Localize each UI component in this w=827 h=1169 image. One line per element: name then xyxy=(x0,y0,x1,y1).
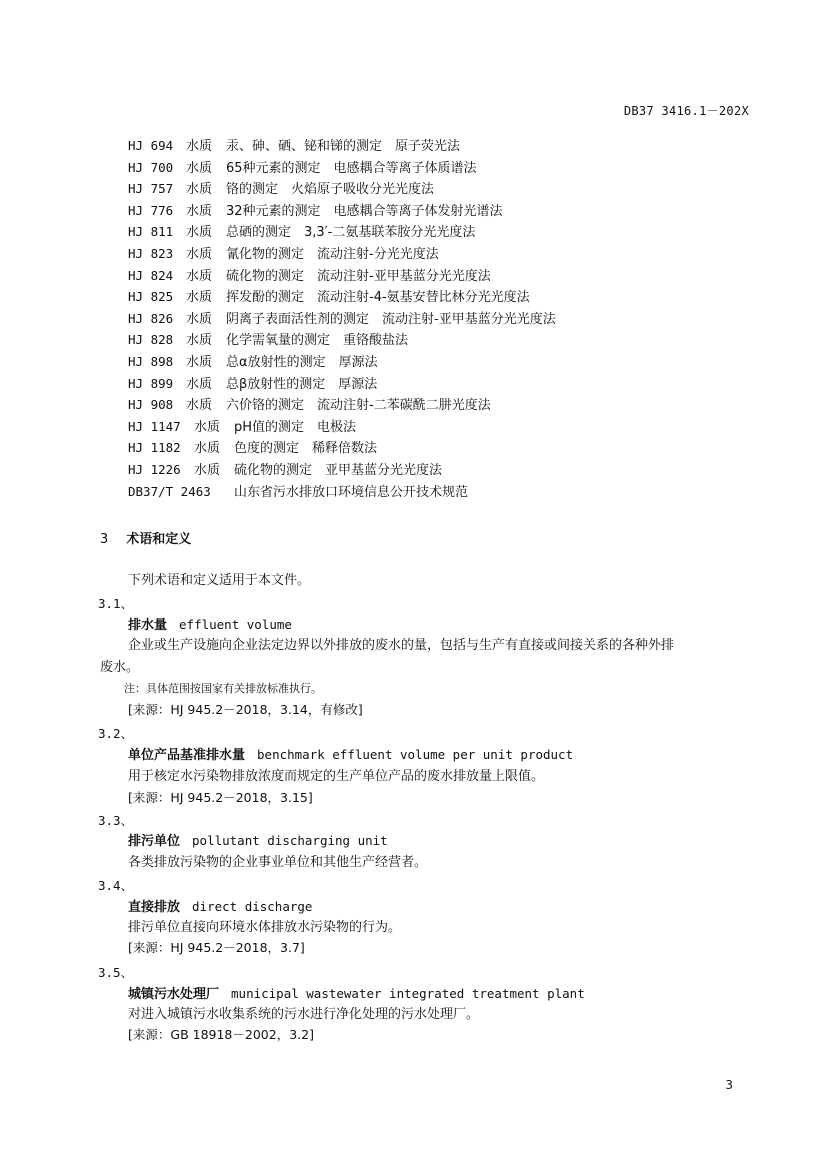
term-name-zh: 直接排放 xyxy=(128,900,181,915)
reference-item xyxy=(128,243,556,265)
standard-category: 水质 xyxy=(194,462,221,478)
term-name-en: benchmark effluent volume per unit product xyxy=(257,747,574,762)
reference-item xyxy=(128,394,556,416)
term-source: [来源：HJ 945.2－2018，3.7] xyxy=(128,940,305,955)
standard-title: 总α放射性的测定 厚源法 xyxy=(226,354,378,370)
term-number: 3.1、 xyxy=(98,596,134,611)
standard-title: 硫化物的测定 亚甲基蓝分光光度法 xyxy=(234,462,443,478)
section-heading xyxy=(100,528,191,547)
term-number: 3.4、 xyxy=(98,878,134,893)
section-intro: 下列术语和定义适用于本文件。 xyxy=(128,573,311,588)
term-source: [来源：HJ 945.2－2018，3.15] xyxy=(128,790,313,805)
reference-item xyxy=(128,329,556,351)
term-name-zh: 单位产品基准排水量 xyxy=(128,748,246,763)
standard-code: HJ 898 xyxy=(128,353,174,369)
term-definition: 用于核定水污染物排放浓度而规定的生产单位产品的废水排放量上限值。 xyxy=(128,769,545,784)
term-number: 3.3、 xyxy=(98,813,134,828)
standard-title: 硫化物的测定 流动注射-亚甲基蓝分光光度法 xyxy=(226,268,491,284)
page-number: 3 xyxy=(725,1078,733,1092)
standard-title: 色度的测定 稀释倍数法 xyxy=(234,441,378,457)
term-name xyxy=(128,614,292,633)
standard-code: HJ 826 xyxy=(128,310,174,326)
term-name-en: municipal wastewater integrated treatment plant xyxy=(231,986,585,1001)
reference-item xyxy=(128,373,556,395)
standard-title: 氰化物的测定 流动注射-分光光度法 xyxy=(226,246,439,262)
standard-code: HJ 828 xyxy=(128,332,174,348)
reference-item xyxy=(128,459,556,481)
reference-item xyxy=(128,437,556,459)
standard-category: 水质 xyxy=(186,182,213,198)
term-definition: 各类排放污染物的企业事业单位和其他生产经营者。 xyxy=(128,855,428,870)
standard-category: 水质 xyxy=(186,311,213,327)
standard-code: HJ 757 xyxy=(128,181,174,197)
standard-title: 阴离子表面活性剂的测定 流动注射-亚甲基蓝分光光度法 xyxy=(226,311,556,327)
standard-category: 水质 xyxy=(186,203,213,219)
reference-item xyxy=(128,200,556,222)
standard-category: 水质 xyxy=(186,333,213,349)
term-name-en: direct discharge xyxy=(192,899,313,914)
document-code: DB37 3416.1－202X xyxy=(623,104,749,118)
standard-title: 山东省污水排放口环境信息公开技术规范 xyxy=(234,484,469,500)
term-name-zh: 城镇污水处理厂 xyxy=(128,987,220,1002)
reference-item xyxy=(128,135,556,157)
section-title: 术语和定义 xyxy=(126,532,192,547)
term-number: 3.2、 xyxy=(98,726,134,741)
standard-code: HJ 824 xyxy=(128,267,174,283)
term-definition-continued: 废水。 xyxy=(100,660,140,675)
standard-code: DB37/T 2463 xyxy=(128,483,211,499)
standard-category: 水质 xyxy=(186,376,213,392)
standard-title: 六价铬的测定 流动注射-二苯碳酰二肼光度法 xyxy=(226,398,491,414)
standard-category: 水质 xyxy=(186,225,213,241)
standard-category: 水质 xyxy=(186,268,213,284)
reference-item xyxy=(128,286,556,308)
standard-code: HJ 811 xyxy=(128,224,174,240)
standard-category: 水质 xyxy=(194,441,221,457)
standard-category: 水质 xyxy=(186,290,213,306)
term-name-en: effluent volume xyxy=(179,617,292,632)
term-name xyxy=(128,896,312,915)
standard-title: 32种元素的测定 电感耦合等离子体发射光谱法 xyxy=(226,203,503,219)
term-definition: 排污单位直接向环境水体排放水污染物的行为。 xyxy=(128,920,402,935)
standard-code: HJ 899 xyxy=(128,375,174,391)
reference-item xyxy=(128,416,556,438)
term-name-zh: 排污单位 xyxy=(128,834,181,849)
term-note: 注：具体范围按国家有关排放标准执行。 xyxy=(124,682,322,695)
term-name xyxy=(128,983,585,1002)
term-name-en: pollutant discharging unit xyxy=(192,833,388,848)
standard-category: 水质 xyxy=(186,160,213,176)
standard-category: 水质 xyxy=(186,354,213,370)
standard-category: 水质 xyxy=(194,419,221,435)
standard-code: HJ 823 xyxy=(128,245,174,261)
term-source: [来源：HJ 945.2－2018，3.14，有修改] xyxy=(128,702,363,717)
standard-title: pH值的测定 电极法 xyxy=(234,419,357,435)
standard-code: HJ 1182 xyxy=(128,440,181,456)
reference-item xyxy=(128,221,556,243)
standard-title: 挥发酚的测定 流动注射-4-氨基安替比林分光光度法 xyxy=(226,290,530,306)
standard-title: 总β放射性的测定 厚源法 xyxy=(226,376,378,392)
term-name xyxy=(128,744,573,763)
term-definition: 对进入城镇污水收集系统的污水进行净化处理的污水处理厂。 xyxy=(128,1007,480,1022)
standard-category: 水质 xyxy=(186,139,213,154)
standard-title: 65种元素的测定 电感耦合等离子体质谱法 xyxy=(226,160,477,176)
standard-category: 水质 xyxy=(186,398,213,414)
standard-code: HJ 1226 xyxy=(128,461,181,477)
standard-code: HJ 700 xyxy=(128,159,174,175)
reference-item xyxy=(128,178,556,200)
term-definition: 企业或生产设施向企业法定边界以外排放的废水的量，包括与生产有直接或间接关系的各种外排 xyxy=(128,638,675,653)
standard-title: 总硒的测定 3,3′-二氨基联苯胺分光光度法 xyxy=(226,225,476,241)
term-name xyxy=(128,830,388,849)
section-number: 3 xyxy=(100,532,109,547)
reference-item xyxy=(128,351,556,373)
standard-code: HJ 1147 xyxy=(128,418,181,434)
standard-title: 汞、砷、硒、铋和锑的测定 原子荧光法 xyxy=(226,139,461,154)
term-name-zh: 排水量 xyxy=(128,618,168,633)
standard-code: HJ 908 xyxy=(128,397,174,413)
reference-item xyxy=(128,265,556,287)
standard-title: 化学需氧量的测定 重铬酸盐法 xyxy=(226,333,409,349)
reference-item xyxy=(128,308,556,330)
standard-category: 水质 xyxy=(186,246,213,262)
term-number: 3.5、 xyxy=(98,965,134,980)
standard-code: HJ 825 xyxy=(128,289,174,305)
standard-code: HJ 776 xyxy=(128,202,174,218)
standard-title: 铬的测定 火焰原子吸收分光光度法 xyxy=(226,182,435,198)
standard-code: HJ 694 xyxy=(128,138,174,153)
reference-item xyxy=(128,157,556,179)
normative-references-list xyxy=(128,135,556,502)
reference-item xyxy=(128,481,556,503)
term-source: [来源：GB 18918－2002，3.2] xyxy=(128,1027,314,1042)
